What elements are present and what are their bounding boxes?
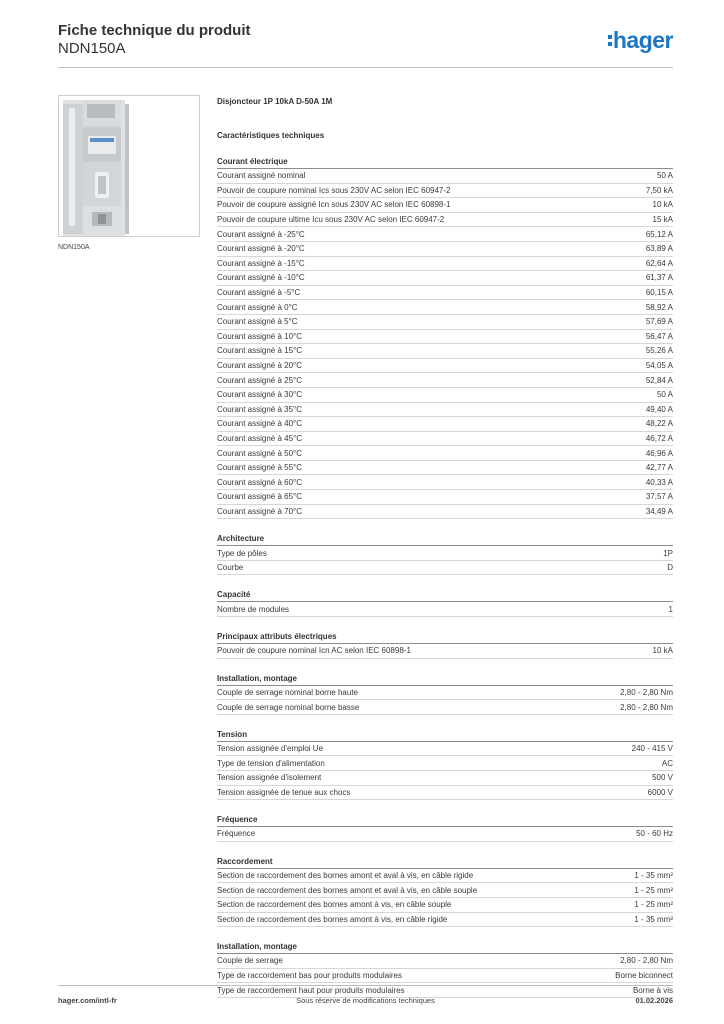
section-title: Fréquence [217,814,673,827]
specs-heading: Caractéristiques techniques [217,131,325,140]
spec-row [217,432,673,447]
circuit-breaker-image [59,96,199,236]
spec-row [217,602,673,617]
spec-sections [217,156,673,998]
spec-label: Pouvoir de coupure ultime Icu sous 230V AC selon IEC 60947-2 [217,215,445,225]
spec-row [217,490,673,505]
spec-row [217,315,673,330]
spec-value: 46,72 A [645,433,673,443]
spec-value: 1 - 25 mm² [634,885,673,895]
spec-value: 500 V [652,773,673,783]
spec-value: 2,80 - 2,80 Nm [620,956,673,966]
spec-label: Courant assigné à 55°C [217,463,303,473]
spec-label: Courant assigné à -25°C [217,229,305,239]
spec-section [217,589,673,617]
header-divider [58,67,673,68]
spec-row [217,954,673,969]
spec-row [217,257,673,272]
spec-section [217,156,673,519]
footer-disclaimer: Sous réserve de modifications techniques [296,996,435,1005]
spec-label: Courant assigné à 65°C [217,492,303,502]
spec-value: 62,64 A [645,258,673,268]
product-image-caption: NDN150A [58,244,90,251]
spec-row [217,271,673,286]
spec-value: 1 - 35 mm² [634,871,673,881]
spec-row [217,546,673,561]
spec-row [217,771,673,786]
spec-label: Courant assigné à 5°C [217,317,298,327]
spec-value: 60,15 A [645,288,673,298]
spec-label: Courant assigné à 35°C [217,404,303,414]
spec-value: 1 - 25 mm² [634,900,673,910]
spec-value: Borne à vis [632,985,673,995]
product-reference: NDN150A [58,40,126,57]
spec-row [217,786,673,801]
spec-label: Courant assigné à 45°C [217,433,303,443]
spec-value: 46,96 A [645,448,673,458]
spec-value: 6000 V [647,787,673,797]
spec-value: D [667,563,673,573]
hager-logo [608,28,673,52]
spec-label: Section de raccordement des bornes amont à vis, en câble rigide [217,914,448,924]
spec-row [217,169,673,184]
spec-section [217,533,673,575]
spec-section [217,729,673,800]
product-description: Disjoncteur 1P 10kA D-50A 1M [217,97,333,106]
spec-row [217,898,673,913]
spec-label: Courant assigné à 10°C [217,331,303,341]
spec-value: 50 A [656,171,673,181]
spec-label: Courant assigné à -5°C [217,288,301,298]
spec-value: 56,47 A [645,331,673,341]
spec-row [217,505,673,520]
spec-label: Couple de serrage nominal borne basse [217,702,360,712]
spec-row [217,330,673,345]
spec-label: Pouvoir de coupure nominal Icn AC selon IEC 60898-1 [217,646,411,656]
spec-label: Courbe [217,563,244,573]
spec-sheet [217,96,673,998]
spec-row [217,227,673,242]
spec-section [217,631,673,659]
spec-label: Couple de serrage [217,956,283,966]
spec-row [217,869,673,884]
spec-label: Tension assignée d'isolement [217,773,322,783]
product-image-frame [58,95,200,237]
spec-label: Section de raccordement des bornes amont à vis, en câble souple [217,900,452,910]
spec-value: 37,57 A [645,492,673,502]
section-title: Courant électrique [217,156,673,169]
spec-row [217,359,673,374]
spec-row [217,446,673,461]
spec-label: Courant assigné à -15°C [217,258,305,268]
spec-value: 48,22 A [645,419,673,429]
spec-label: Courant assigné nominal [217,171,306,181]
spec-value: 40,33 A [645,477,673,487]
spec-value: 63,89 A [645,244,673,254]
spec-label: Courant assigné à -10°C [217,273,305,283]
spec-value: 57,69 A [645,317,673,327]
spec-value: 58,92 A [645,302,673,312]
spec-value: 10 kA [652,200,673,210]
spec-row [217,388,673,403]
spec-row [217,403,673,418]
spec-value: 15 kA [652,215,673,225]
spec-label: Type de raccordement haut pour produits modulaires [217,985,405,995]
spec-label: Pouvoir de coupure assigné Icn sous 230V AC selon IEC 60898-1 [217,200,451,210]
footer-website[interactable]: hager.com/intl-fr [58,996,117,1005]
spec-row [217,286,673,301]
page-footer [58,996,673,1008]
spec-value: 61,37 A [645,273,673,283]
logo-text: hager [612,27,673,53]
spec-row [217,373,673,388]
section-title: Tension [217,729,673,742]
spec-value: 50 - 60 Hz [636,829,673,839]
spec-label: Courant assigné à 50°C [217,448,303,458]
footer-date: 01.02.2026 [635,996,673,1005]
spec-value: 34,49 A [645,506,673,516]
spec-value: 52,84 A [645,375,673,385]
spec-row [217,417,673,432]
document-title: Fiche technique du produit [58,22,251,39]
spec-label: Tension assignée de tenue aux chocs [217,787,351,797]
spec-label: Couple de serrage nominal borne haute [217,687,358,697]
spec-section [217,941,673,998]
section-title: Capacité [217,589,673,602]
spec-row [217,913,673,928]
spec-label: Courant assigné à 20°C [217,361,303,371]
spec-label: Section de raccordement des bornes amont et aval à vis, en câble rigide [217,871,474,881]
spec-value: 10 kA [652,646,673,656]
spec-label: Type de pôles [217,548,267,558]
spec-row [217,300,673,315]
spec-value: 42,77 A [645,463,673,473]
spec-row [217,344,673,359]
spec-value: Borne biconnect [615,971,673,981]
spec-row [217,198,673,213]
spec-value: 1 [668,604,673,614]
spec-label: Courant assigné à 40°C [217,419,303,429]
spec-row [217,827,673,842]
spec-value: 55,26 A [645,346,673,356]
spec-label: Fréquence [217,829,256,839]
spec-value: 49,40 A [645,404,673,414]
spec-label: Courant assigné à 70°C [217,506,303,516]
spec-label: Type de tension d'alimentation [217,758,325,768]
spec-value: 2,80 - 2,80 Nm [620,702,673,712]
spec-value: 1 - 35 mm² [634,914,673,924]
spec-value: AC [661,758,673,768]
spec-row [217,461,673,476]
spec-label: Courant assigné à -20°C [217,244,305,254]
spec-label: Section de raccordement des bornes amont et aval à vis, en câble souple [217,885,478,895]
spec-row [217,883,673,898]
spec-row [217,561,673,576]
spec-section [217,856,673,927]
spec-label: Courant assigné à 0°C [217,302,298,312]
spec-value: 7,50 kA [645,185,673,195]
spec-row [217,475,673,490]
spec-row [217,969,673,984]
spec-value: 50 A [656,390,673,400]
spec-label: Nombre de modules [217,604,290,614]
section-title: Principaux attributs électriques [217,631,673,644]
spec-value: 65,12 A [645,229,673,239]
spec-label: Type de raccordement bas pour produits modulaires [217,971,402,981]
spec-row [217,686,673,701]
spec-row [217,700,673,715]
section-title: Installation, montage [217,673,673,686]
spec-label: Tension assignée d'emploi Ue [217,744,324,754]
spec-row [217,644,673,659]
spec-label: Pouvoir de coupure nominal Ics sous 230V AC selon IEC 60947-2 [217,185,451,195]
spec-label: Courant assigné à 60°C [217,477,303,487]
spec-row [217,242,673,257]
spec-label: Courant assigné à 25°C [217,375,303,385]
section-title: Installation, montage [217,941,673,954]
spec-label: Courant assigné à 15°C [217,346,303,356]
spec-value: 1P [663,548,673,558]
spec-label: Courant assigné à 30°C [217,390,303,400]
spec-row [217,213,673,228]
footer-divider [58,985,673,986]
spec-value: 54,05 A [645,361,673,371]
spec-row [217,756,673,771]
spec-section [217,814,673,842]
spec-section [217,673,673,715]
spec-value: 2,80 - 2,80 Nm [620,687,673,697]
section-title: Raccordement [217,856,673,869]
logo-dots-icon [608,35,612,46]
spec-row [217,742,673,757]
spec-value: 240 - 415 V [631,744,673,754]
section-title: Architecture [217,533,673,546]
spec-row [217,184,673,199]
